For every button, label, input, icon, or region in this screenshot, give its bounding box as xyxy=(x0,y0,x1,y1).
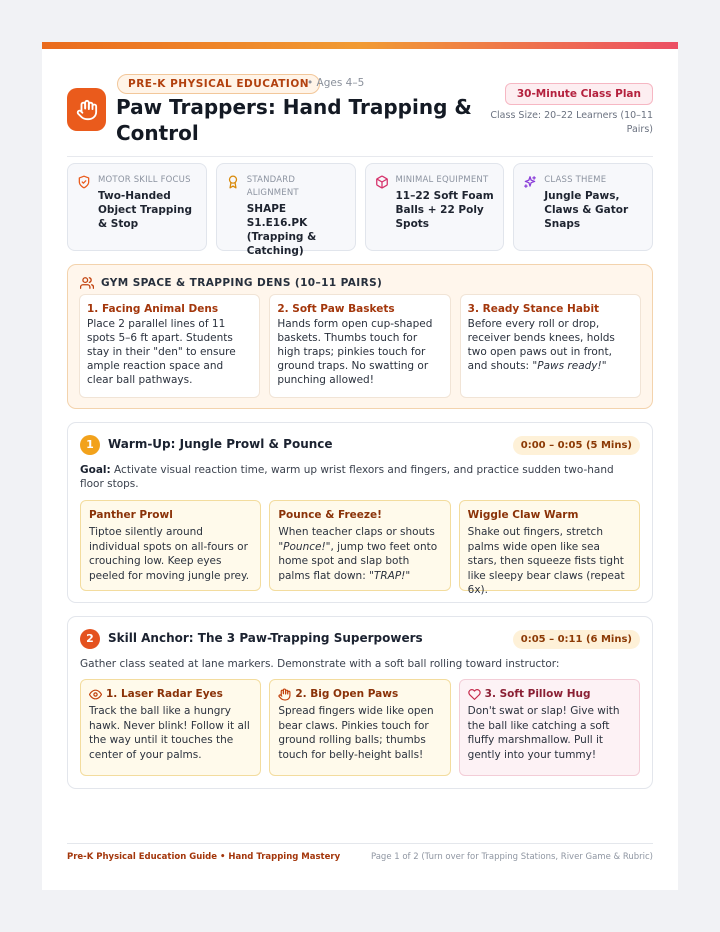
section-title: Skill Anchor: The 3 Paw-Trapping Superpowers xyxy=(108,631,423,645)
activity-text: Tiptoe silently around individual spots on all-fours or crouching low. Keep eyes peeled for moving jungle prey. xyxy=(89,526,250,582)
gym-space-panel xyxy=(67,264,653,409)
footer-divider xyxy=(67,843,653,844)
page-header xyxy=(42,49,678,157)
gym-rule-text-main: Before every roll or drop, receiver bends knees, holds two open paws out in front, and shouts: xyxy=(467,318,615,372)
info-card-equipment xyxy=(365,163,505,251)
gym-rule-text xyxy=(468,317,633,373)
section-goal xyxy=(80,463,640,491)
info-card-value: Jungle Paws, Claws & Gator Snaps xyxy=(544,190,629,230)
time-badge: 0:05 – 0:11 (6 Mins) xyxy=(513,630,640,649)
goal-text: Activate visual reaction time, warm up wrist flexors and fingers, and practice sudden two-hand floor stops. xyxy=(80,464,614,490)
superpower-card xyxy=(80,679,261,776)
activity-card xyxy=(459,500,640,596)
heart-icon xyxy=(468,688,481,701)
warmup-section xyxy=(67,422,653,603)
time-badge: 0:00 – 0:05 (5 Mins) xyxy=(513,436,640,455)
ages-label: • Ages 4–5 xyxy=(307,77,365,89)
superpower-text: Track the ball like a hungry hawk. Never blink! Follow it all the way until it touches the center of your palms. xyxy=(89,705,250,761)
gym-rule-card xyxy=(79,294,260,398)
info-card-motor-skill xyxy=(67,163,207,251)
hand-icon xyxy=(67,88,106,131)
info-card-standard xyxy=(216,163,356,257)
info-card-label: STANDARD ALIGNMENT xyxy=(246,175,299,198)
activity-card xyxy=(80,500,261,591)
activity-title: Panther Prowl xyxy=(89,509,173,521)
gym-rule-card xyxy=(269,294,450,398)
superpower-title: 3. Soft Pillow Hug xyxy=(484,688,591,700)
activity-cards xyxy=(80,500,640,596)
plan-duration-badge: 30-Minute Class Plan xyxy=(505,83,653,105)
gym-rule-title: 1. Facing Animal Dens xyxy=(87,303,219,315)
superpower-heading xyxy=(468,687,631,701)
superpower-heading xyxy=(278,687,441,701)
section-intro: Gather class seated at lane markers. Demonstrate with a soft ball rolling toward instructor: xyxy=(80,658,560,670)
gym-rule-title: 3. Ready Stance Habit xyxy=(467,303,600,315)
superpower-card xyxy=(459,679,640,776)
superpower-title: 1. Laser Radar Eyes xyxy=(106,688,223,700)
gym-rule-text: Hands form open cup-shaped baskets. Thumbs touch for high traps; pinkies touch for ground traps. No swatting or punching allowed! xyxy=(277,318,433,386)
page-title: Paw Trappers: Hand Trapping & Control xyxy=(116,95,472,145)
sparkle-icon xyxy=(523,175,537,189)
box-icon xyxy=(375,175,389,189)
info-card-value: SHAPE S1.E16.PK (Trapping & Catching) xyxy=(246,203,317,257)
section-number: 1 xyxy=(80,435,100,455)
activity-quote: "TRAP!" xyxy=(369,569,411,582)
gym-rule-card xyxy=(460,294,641,398)
superpower-title: 2. Big Open Paws xyxy=(295,688,399,700)
activity-text xyxy=(278,525,441,583)
info-cards xyxy=(67,163,653,257)
shield-icon xyxy=(77,175,91,189)
activity-title: Wiggle Claw Warm xyxy=(467,509,579,521)
hand-icon xyxy=(278,688,291,701)
section-number: 2 xyxy=(80,629,100,649)
goal-label: Goal: xyxy=(80,464,111,476)
superpower-heading xyxy=(89,687,252,701)
accent-bar xyxy=(42,42,678,49)
users-icon xyxy=(80,276,94,290)
activity-title: Pounce & Freeze! xyxy=(278,509,382,521)
activity-card xyxy=(269,500,450,591)
gym-rule-title: 2. Soft Paw Baskets xyxy=(277,303,395,315)
info-card-theme xyxy=(513,163,653,251)
superpower-text: Spread fingers wide like open bear claws. Pinkies touch for ground rolling balls; thumbs touch for belly-height balls! xyxy=(278,705,434,761)
subject-pill: PRE-K PHYSICAL EDUCATION xyxy=(117,74,320,94)
info-card-label: CLASS THEME xyxy=(544,175,607,185)
footer-guide-title: Pre-K Physical Education Guide • Hand Trapping Mastery xyxy=(67,852,341,862)
info-card-value: 11–22 Soft Foam Balls + 22 Poly Spots xyxy=(395,190,494,230)
award-icon xyxy=(226,175,240,189)
gym-rule-text: Place 2 parallel lines of 11 spots 5–6 ft apart. Students stay in their "den" to ensure ample reaction space and clear ball pathways. xyxy=(87,318,236,386)
info-card-label: MOTOR SKILL FOCUS xyxy=(98,175,191,185)
superpower-text: Don't swat or slap! Give with the ball like catching a soft fluffy marshmallow. Pull it gently into your tummy! xyxy=(467,705,620,761)
superpower-cards xyxy=(80,679,640,776)
info-card-value: Two-Handed Object Trapping & Stop xyxy=(98,190,192,230)
eye-icon xyxy=(89,688,102,701)
activity-text: Shake out fingers, stretch palms wide open like sea stars, then squeeze fists tight like sleepy bear claws (repeat 6x). xyxy=(467,526,625,596)
skill-anchor-section xyxy=(67,616,653,789)
activity-text-part: , jump two feet onto home spot and slap both palms flat down: xyxy=(278,540,438,582)
superpower-card xyxy=(269,679,450,776)
footer-page-number: Page 1 of 2 (Turn over for Trapping Stations, River Game & Rubric) xyxy=(370,852,653,862)
class-size-text: Class Size: 20–22 Learners (10–11 Pairs) xyxy=(490,110,653,135)
lesson-plan-page xyxy=(42,42,678,890)
gym-space-columns xyxy=(79,294,641,398)
info-card-label: MINIMAL EQUIPMENT xyxy=(395,175,489,185)
gym-space-title: GYM SPACE & TRAPPING DENS (10–11 PAIRS) xyxy=(101,277,383,289)
gym-space-heading xyxy=(80,276,382,290)
section-title: Warm-Up: Jungle Prowl & Pounce xyxy=(108,437,333,451)
header-divider xyxy=(67,156,653,157)
gym-rule-quote: "Paws ready!" xyxy=(532,360,607,372)
activity-quote: "Pounce!" xyxy=(278,540,331,553)
activity-text-part: When teacher claps or shouts xyxy=(278,526,435,538)
